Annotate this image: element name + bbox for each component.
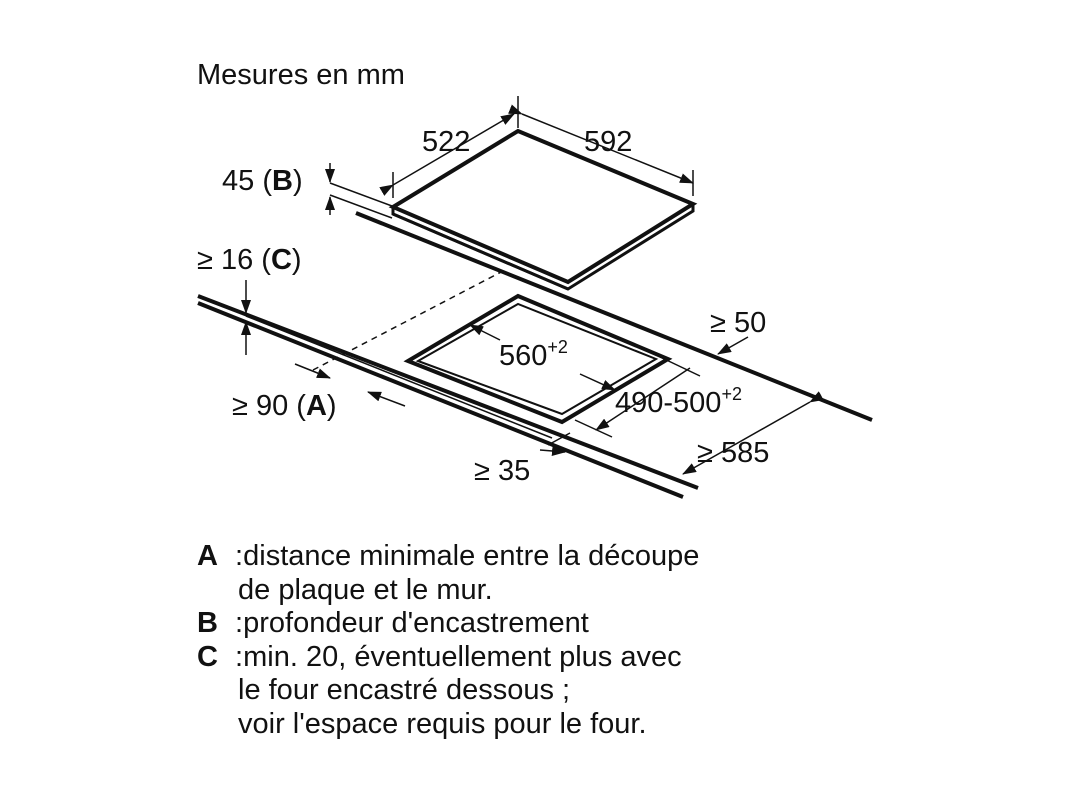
legend-key: B: [197, 607, 218, 639]
legend-key: C: [197, 640, 218, 673]
worktop-rear-edge: [330, 183, 872, 420]
label-522: 522: [422, 126, 471, 158]
legend-sep: :: [227, 540, 244, 572]
legend-line: distance minimale entre la découpe: [243, 540, 700, 572]
label-490-500: $490-500^{+2}$: [615, 384, 742, 419]
legend-line: profondeur d'encastrement: [243, 607, 589, 639]
label-585: ≥ 585: [697, 437, 770, 469]
label-592: 592: [584, 126, 633, 158]
legend-sep: :: [227, 607, 244, 639]
label-50: ≥ 50: [710, 307, 767, 339]
legend-line: de plaque et le mur.: [238, 573, 493, 606]
label-45-b: 45 (B): [222, 165, 303, 197]
legend: [197, 540, 699, 741]
legend-item-b: [197, 607, 699, 641]
title-text: Mesures en mm: [197, 59, 405, 91]
label-16-c: ≥ 16 (C): [197, 244, 302, 276]
legend-item-a: [197, 540, 699, 607]
legend-line: voir l'espace requis pour le four.: [238, 707, 647, 740]
label-560: $560^{+2}$: [499, 337, 568, 372]
legend-key: A: [197, 540, 218, 572]
label-90-a: ≥ 90 (A): [232, 390, 337, 422]
legend-line: le four encastré dessous ;: [238, 674, 571, 706]
legend-item-c: [197, 641, 699, 742]
legend-sep: :: [227, 640, 244, 673]
label-35: ≥ 35: [474, 455, 531, 487]
legend-line: min. 20, éventuellement plus avec: [243, 640, 682, 673]
